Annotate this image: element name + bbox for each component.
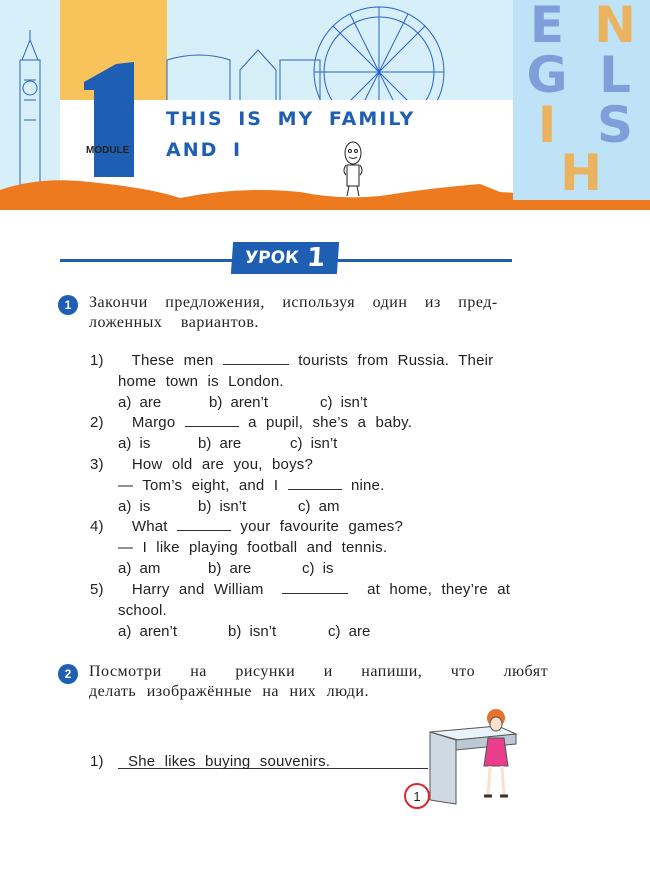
- letter-s: S: [596, 96, 633, 154]
- item-text: — I like playing football and tennis.: [118, 539, 388, 556]
- item-text: nine.: [350, 477, 385, 494]
- letter-h: H: [560, 144, 602, 202]
- item-number: 2): [90, 414, 104, 431]
- answer-line[interactable]: [118, 753, 428, 769]
- option-c[interactable]: c) am: [298, 498, 340, 515]
- option-c[interactable]: c) isn’t: [290, 435, 338, 452]
- letter-g: G: [526, 46, 568, 104]
- title-line-1: THIS IS MY FAMILY: [166, 108, 416, 130]
- item-text: Margo: [131, 414, 176, 431]
- option-a[interactable]: a) is: [118, 435, 151, 452]
- item-4: [90, 518, 403, 535]
- answer-text: She likes buying souvenirs.: [128, 753, 331, 770]
- item-number: 3): [90, 456, 104, 473]
- answer-blank[interactable]: [282, 581, 348, 594]
- option-b[interactable]: b) aren’t: [209, 394, 269, 411]
- picture-number: 1: [404, 783, 430, 809]
- option-a[interactable]: a) am: [118, 560, 161, 577]
- lesson-number: 1: [305, 243, 327, 273]
- english-letters-panel: [513, 0, 650, 200]
- option-b[interactable]: b) are: [208, 560, 252, 577]
- module-number-graphic: [84, 62, 134, 177]
- option-a[interactable]: a) aren’t: [118, 623, 178, 640]
- module-label: MODULE: [86, 145, 130, 156]
- letter-e: E: [529, 0, 565, 54]
- title-line-2: AND I: [166, 139, 243, 161]
- girl-buying-souvenirs-picture: [428, 704, 522, 808]
- exercise-1-number: 1: [58, 295, 78, 315]
- item-3: [90, 456, 313, 473]
- exercise-2-instruction: Посмотри на рисунки и напиши, что любят: [89, 663, 549, 680]
- answer-blank[interactable]: [185, 414, 239, 427]
- item-number: 5): [90, 581, 104, 598]
- letter-l: L: [599, 46, 631, 104]
- item-2: [90, 414, 412, 431]
- answer-blank[interactable]: [288, 477, 342, 490]
- lesson-label: УРОК: [244, 248, 300, 268]
- option-c[interactable]: c) isn’t: [320, 394, 368, 411]
- option-b[interactable]: b) isn’t: [228, 623, 277, 640]
- exercise-1-instruction-2: ложенных вариантов.: [89, 314, 259, 331]
- module-title: [166, 104, 415, 166]
- exercise-2-instruction-2: делать изображённые на них люди.: [89, 683, 369, 700]
- item-number: 1): [90, 753, 104, 770]
- item-text: a pupil, she’s a baby.: [248, 414, 413, 431]
- item-number: 1): [90, 352, 104, 369]
- option-b[interactable]: b) are: [198, 435, 242, 452]
- item-3-answer-line: [118, 477, 384, 494]
- letter-n: N: [594, 0, 636, 54]
- exercise-2-number: 2: [58, 664, 78, 684]
- item-text: Harry and William: [131, 581, 264, 598]
- exercise-1-instruction: Закончи предложения, используя один из пред-: [89, 294, 498, 311]
- item-1: [90, 352, 493, 369]
- item-text: school.: [118, 602, 167, 619]
- item-text: How old are you, boys?: [131, 456, 314, 473]
- item-text: These men: [131, 352, 214, 369]
- item-number: 4): [90, 518, 104, 535]
- option-a[interactable]: a) are: [118, 394, 162, 411]
- item-text: tourists from Russia. Their: [298, 352, 494, 369]
- item-text: your favourite games?: [240, 518, 404, 535]
- item-text: — Tom’s eight, and I: [118, 477, 279, 494]
- item-text: What: [131, 518, 168, 535]
- answer-blank[interactable]: [223, 352, 289, 365]
- item-text: home town is London.: [118, 373, 284, 390]
- option-c[interactable]: c) is: [302, 560, 334, 577]
- item-5: [90, 581, 510, 598]
- letter-i: I: [537, 96, 557, 154]
- answer-blank[interactable]: [177, 518, 231, 531]
- lesson-badge: [231, 242, 339, 274]
- item-text: at home, they’re at: [367, 581, 511, 598]
- option-b[interactable]: b) isn’t: [198, 498, 247, 515]
- option-c[interactable]: c) are: [328, 623, 371, 640]
- option-a[interactable]: a) is: [118, 498, 151, 515]
